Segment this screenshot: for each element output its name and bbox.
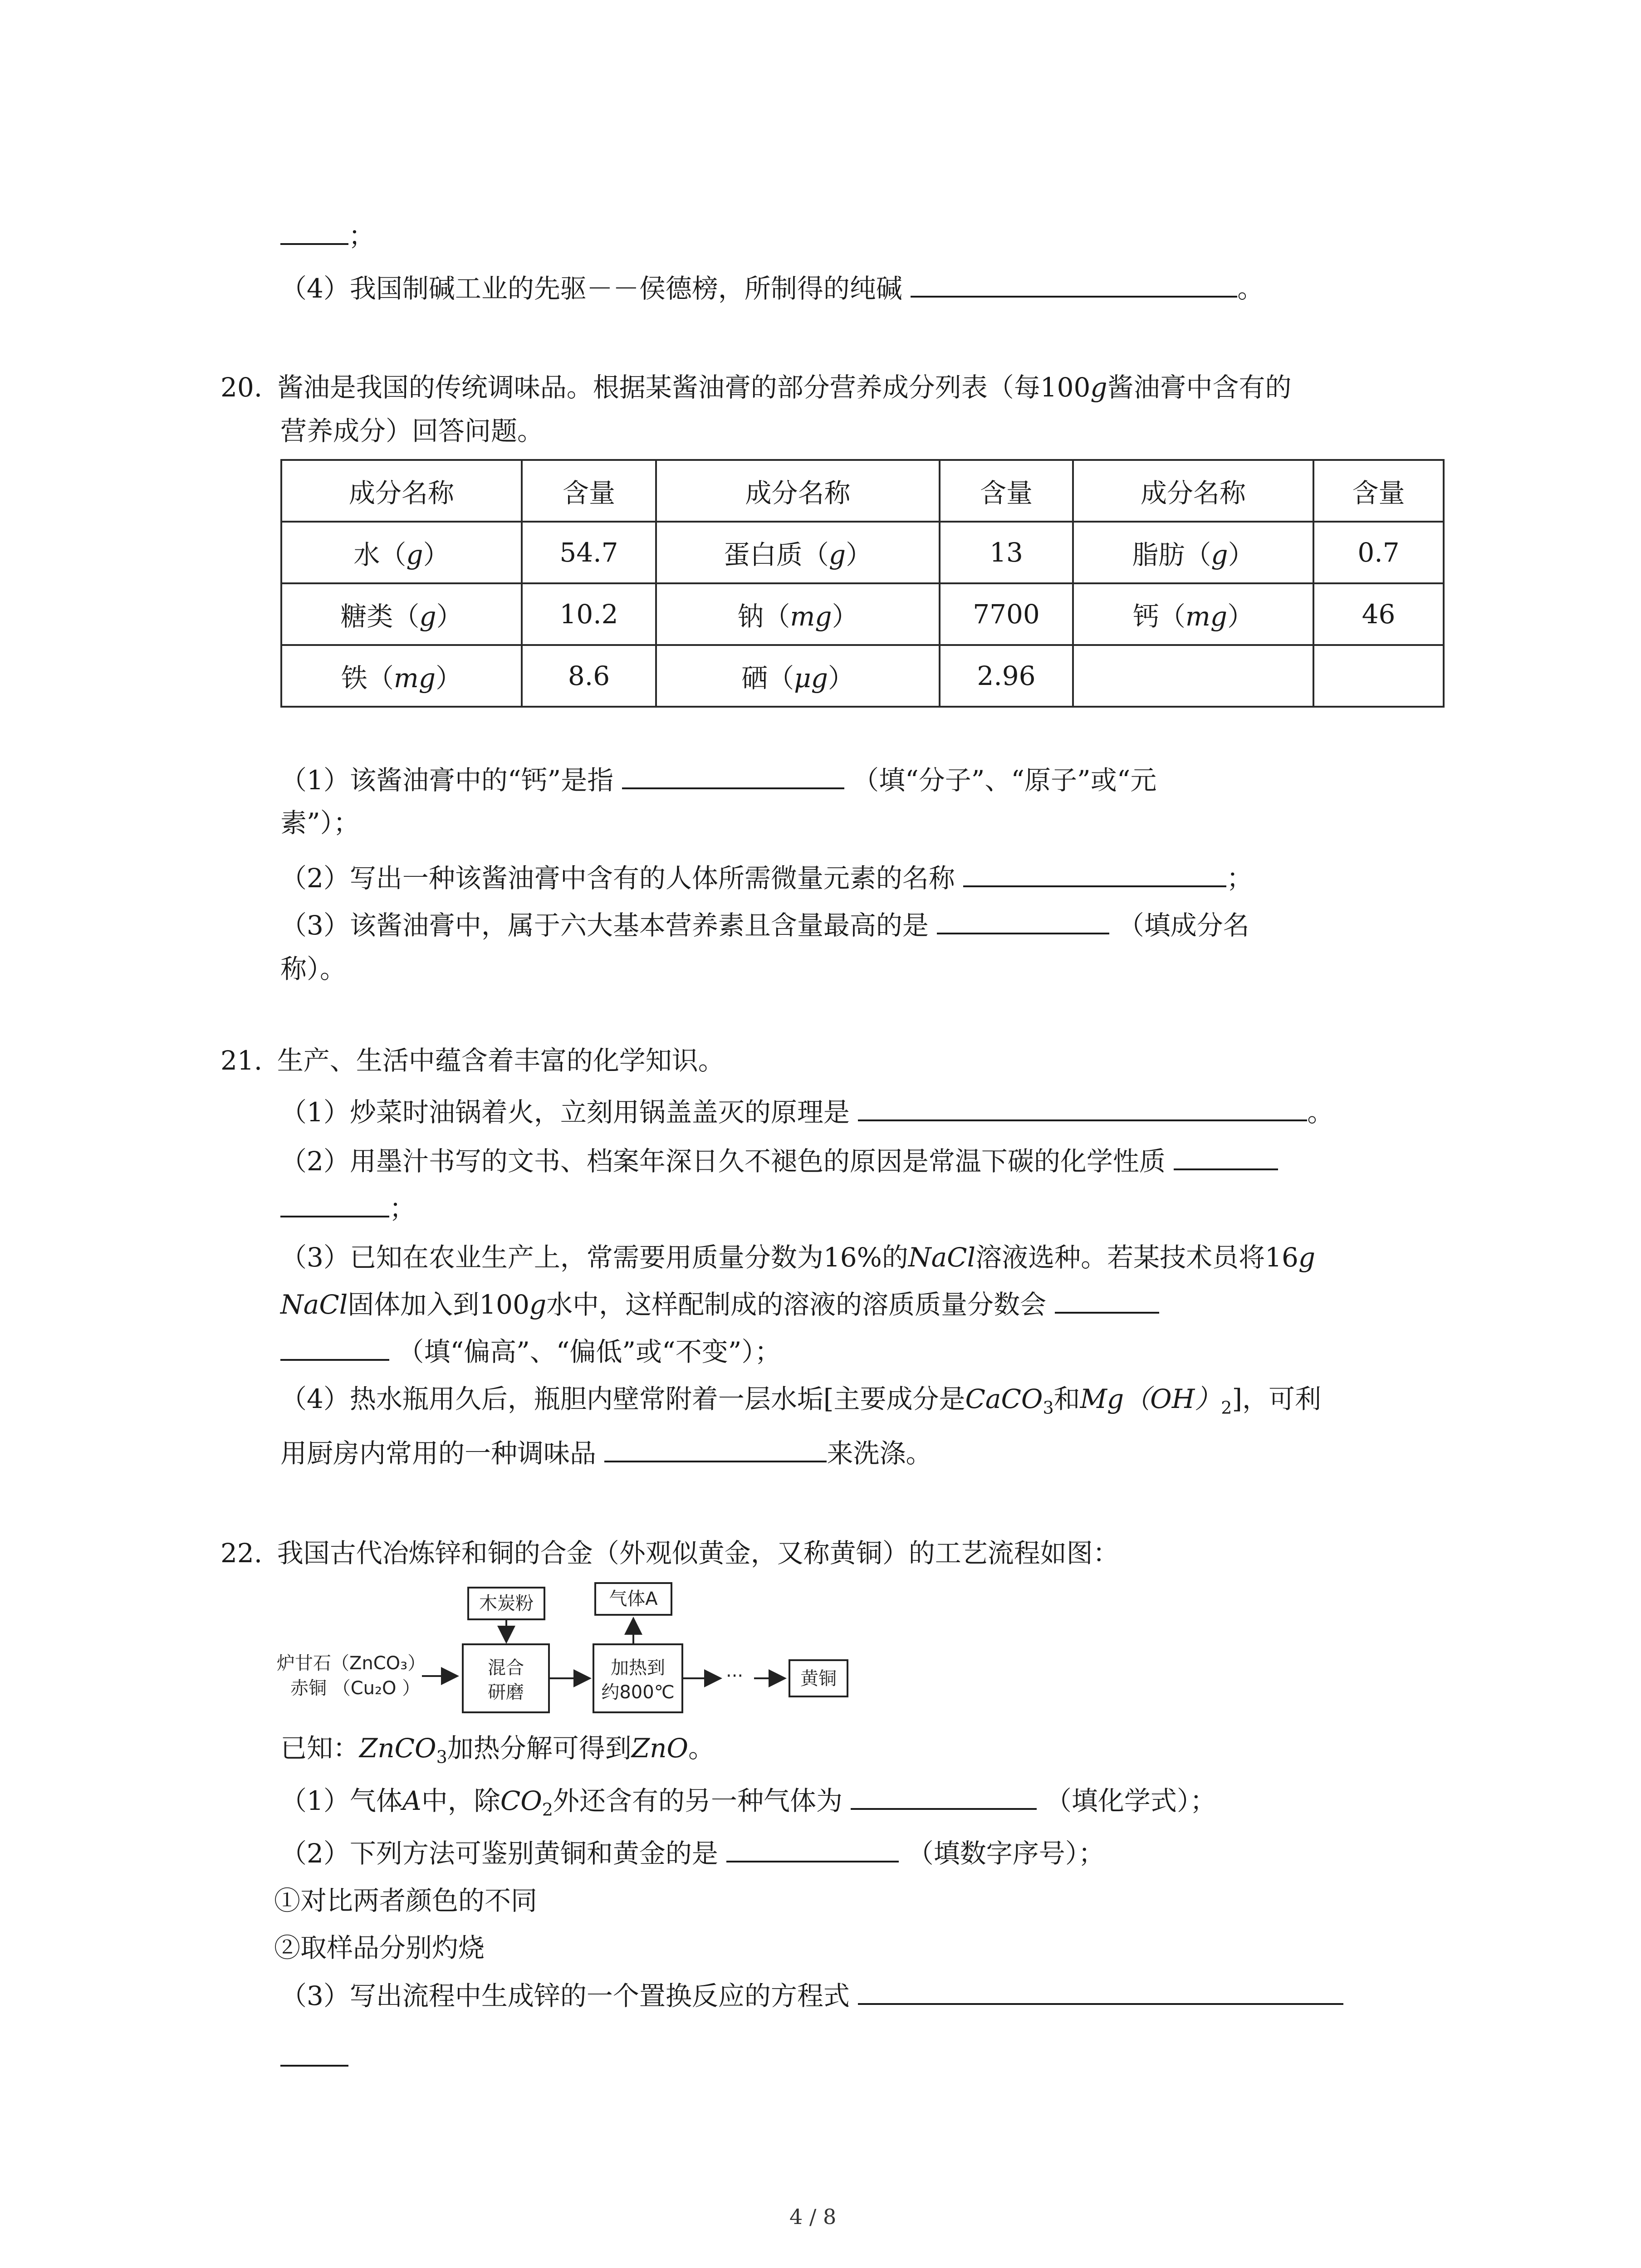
q22-item2: （2）下列方法可鉴别黄铜和黄金的是 （填数字序号）；	[280, 1835, 1105, 1872]
answer-blank[interactable]	[726, 1835, 899, 1862]
table-cell: 蛋白质（g）	[656, 522, 940, 583]
q21-item4: （4）热水瓶用久后，瓶胆内壁常附着一层水垢[主要成分是CaCO$_3$和$Mg(OH)_2$]，可利	[280, 1383, 1322, 1418]
q20-stem-line2: 营养成分）回答问题。	[280, 415, 544, 446]
table-row	[281, 583, 1444, 645]
answer-blank[interactable]	[858, 1978, 1343, 2005]
gas-label: 气体A	[609, 1589, 658, 1609]
table-cell: 8.6	[522, 645, 656, 707]
table-cell: 0.7	[1313, 522, 1444, 583]
q20-stem-line1: 20. 酱油是我国的传统调味品。根据某酱油膏的部分营养成分列表（每100g酱油膏中含有的	[220, 372, 1292, 403]
q21-item2-cont: ；	[280, 1190, 416, 1227]
table-cell: 水（g）	[281, 522, 522, 583]
answer-blank[interactable]	[963, 860, 1226, 887]
question-number: 20.	[220, 372, 263, 403]
q22-stem: 22. 我国古代冶炼锌和铜的合金（外观似黄金，又称黄铜）的工艺流程如图：	[220, 1538, 1119, 1569]
table-header-cell: 成分名称	[656, 460, 940, 522]
answer-blank[interactable]	[280, 2039, 348, 2067]
q22-option2: ②取样品分别灼烧	[274, 1932, 485, 1963]
table-header-row	[281, 460, 1444, 522]
table-cell	[1073, 645, 1313, 707]
q22-option1: ①对比两者颜色的不同	[274, 1885, 538, 1916]
q20-item3: （3）该酱油膏中，属于六大基本营养素且含量最高的是 （填成分名	[280, 907, 1249, 943]
q19-item4: （4）我国制碱工业的先驱－－侯德榜，所制得的纯碱 。	[280, 270, 1264, 307]
table-cell: 2.96	[940, 645, 1073, 707]
table-row	[281, 522, 1444, 583]
q22-known: 已知：ZnCO$_3$加热分解可得到ZnO。	[280, 1733, 715, 1767]
answer-blank[interactable]	[622, 762, 844, 789]
ellipsis: ···	[726, 1666, 744, 1686]
answer-blank[interactable]	[280, 218, 348, 245]
q21-item2: （2）用墨汁书写的文书、档案年深日久不褪色的原因是常温下碳的化学性质	[280, 1143, 1278, 1179]
table-header-cell: 含量	[522, 460, 656, 522]
heating-label: 加热到	[611, 1657, 665, 1678]
table-cell: 54.7	[522, 522, 656, 583]
question-number: 22.	[220, 1538, 263, 1569]
table-cell: 46	[1313, 583, 1444, 645]
page-number: 4 / 8	[789, 2204, 837, 2229]
answer-blank[interactable]	[858, 1094, 1307, 1121]
table-cell: 钙（mg）	[1073, 583, 1313, 645]
mix-label: 混合	[488, 1657, 524, 1678]
nutrition-table	[280, 459, 1445, 708]
input-ore-label: 炉甘石（ZnCO₃）	[277, 1653, 426, 1674]
answer-blank[interactable]	[1174, 1143, 1278, 1170]
temperature-label: 约800℃	[601, 1682, 675, 1703]
answer-blank[interactable]	[851, 1783, 1037, 1810]
q21-item3-line2: NaCl固体加入到100g水中，这样配制成的溶液的溶质质量分数会	[280, 1286, 1159, 1323]
q20-item1: （1）该酱油膏中的“钙”是指 （填“分子”、“原子”或“元	[280, 762, 1156, 798]
table-cell	[1313, 645, 1444, 707]
answer-blank[interactable]	[280, 1190, 389, 1217]
q22-item3: （3）写出流程中生成锌的一个置换反应的方程式	[280, 1978, 1343, 2014]
answer-blank[interactable]	[937, 907, 1109, 934]
q22-item3-cont	[280, 2039, 348, 2076]
input-cuprite-label: 赤铜 （Cu₂O ）	[290, 1678, 421, 1699]
table-cell: 7700	[940, 583, 1073, 645]
q21-item3: （3）已知在农业生产上，常需要用质量分数为16%的NaCl溶液选种。若某技术员将16g	[280, 1242, 1316, 1273]
answer-blank[interactable]	[604, 1435, 827, 1462]
table-header-cell: 成分名称	[1073, 460, 1313, 522]
table-cell: 13	[940, 522, 1073, 583]
q21-item4-cont: 用厨房内常用的一种调味品 来洗涤。	[280, 1435, 932, 1471]
q20-item2: （2）写出一种该酱油膏中含有的人体所需微量元素的名称 ；	[280, 860, 1253, 896]
answer-blank[interactable]	[280, 1334, 389, 1361]
table-header-cell: 成分名称	[281, 460, 522, 522]
table-cell: 硒（μg）	[656, 645, 940, 707]
table-cell: 铁（mg）	[281, 645, 522, 707]
table-row	[281, 645, 1444, 707]
table-cell: 10.2	[522, 583, 656, 645]
q20-item1-cont: 素”）；	[280, 807, 360, 838]
table-cell: 脂肪（g）	[1073, 522, 1313, 583]
table-cell: 钠（mg）	[656, 583, 940, 645]
table-cell: 糖类（g）	[281, 583, 522, 645]
question-number: 21.	[220, 1045, 263, 1076]
brass-label: 黄铜	[800, 1668, 837, 1689]
q19-tail-line: ；	[280, 218, 375, 254]
answer-blank[interactable]	[911, 270, 1237, 298]
answer-blank[interactable]	[1055, 1286, 1159, 1314]
q21-item3-line3: （填“偏高”、“偏低”或“不变”）；	[280, 1334, 781, 1370]
table-header-cell: 含量	[940, 460, 1073, 522]
charcoal-label: 木炭粉	[479, 1593, 534, 1614]
q21-stem: 21. 生产、生活中蕴含着丰富的化学知识。	[220, 1045, 725, 1076]
process-flow-diagram	[272, 1579, 862, 1733]
q20-item3-cont: 称）。	[280, 953, 347, 984]
grind-label: 研磨	[488, 1682, 524, 1703]
q22-item1: （1）气体A中，除$CO_2$外还含有的另一种气体为 （填化学式）；	[280, 1783, 1216, 1828]
table-header-cell: 含量	[1313, 460, 1444, 522]
q21-item1: （1）炒菜时油锅着火，立刻用锅盖盖灭的原理是 。	[280, 1094, 1333, 1130]
